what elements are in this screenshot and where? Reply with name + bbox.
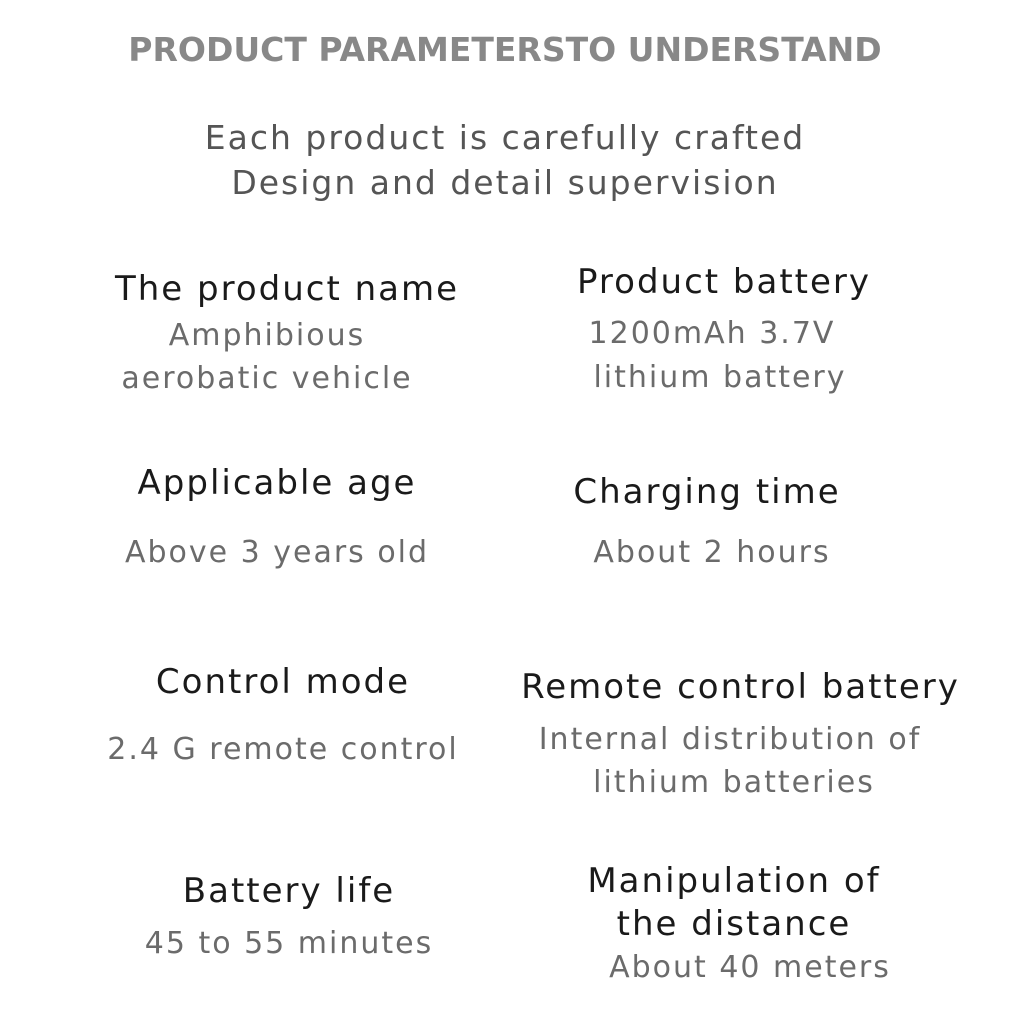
battery-life-label: Battery life (182, 871, 396, 911)
subtitle-line-1: Each product is carefully crafted (204, 118, 806, 157)
remote-control-battery-value-line-1: Internal distribution of (538, 722, 922, 757)
product-name-value-line-2: aerobatic vehicle (121, 361, 413, 396)
control-mode-value: 2.4 G remote control (107, 732, 459, 767)
product-battery-value-line-1: 1200mAh 3.7V (588, 316, 836, 351)
battery-life-value: 45 to 55 minutes (144, 926, 434, 961)
charging-time-value: About 2 hours (593, 535, 831, 570)
applicable-age-value: Above 3 years old (124, 535, 430, 570)
product-battery-value-line-2: lithium battery (593, 360, 847, 395)
manipulation-distance-label-line-1: Manipulation of (587, 861, 881, 901)
remote-control-battery-value-line-2: lithium batteries (593, 765, 875, 800)
manipulation-distance-value: About 40 meters (609, 950, 891, 985)
manipulation-distance-label-line-2: the distance (616, 904, 852, 944)
product-name-value-line-1: Amphibious (168, 318, 366, 353)
control-mode-label: Control mode (155, 662, 411, 702)
product-name-label: The product name (114, 269, 460, 309)
applicable-age-label: Applicable age (137, 463, 417, 503)
product-battery-label: Product battery (577, 262, 871, 302)
remote-control-battery-label: Remote control battery (521, 667, 960, 707)
subtitle-line-2: Design and detail supervision (231, 163, 779, 202)
charging-time-label: Charging time (573, 472, 841, 512)
page-title: PRODUCT PARAMETERSTO UNDERSTAND (128, 30, 882, 69)
